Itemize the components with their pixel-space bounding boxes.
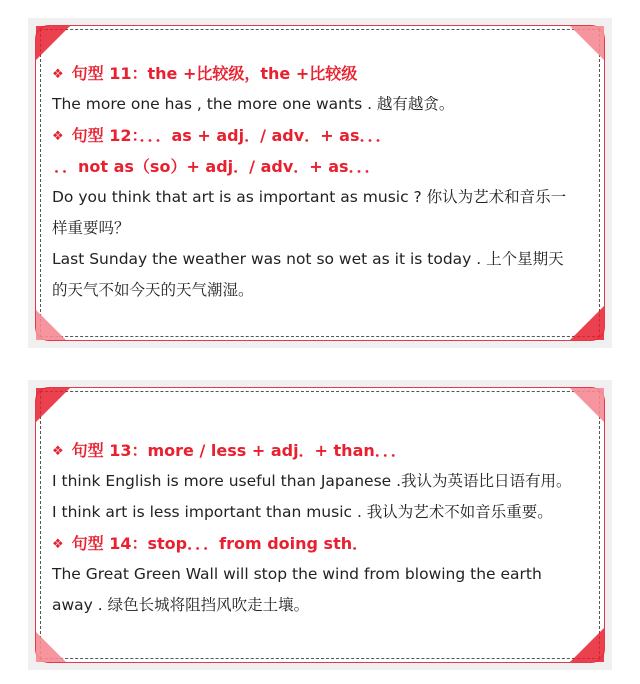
example-sentence: The more one has , the more one wants . 越有越贪。 [52, 95, 455, 113]
corner-triangle-bottom-left [36, 310, 66, 340]
example-sentence: I think English is more useful than Japanese .我认为英语比日语有用。 [52, 472, 572, 490]
pattern-heading-12-cont: ．．not as（so）+ adj．/ adv．+ as．．． [54, 157, 381, 176]
pattern-heading-12: ❖ 句型 12：．．．as + adj．/ adv．+ as．．． [52, 126, 392, 145]
corner-triangle-top-right [570, 388, 604, 422]
example-sentence: I think art is less important than music . 我认为艺术不如音乐重要。 [52, 503, 553, 521]
example-sentence: away . 绿色长城将阻挡风吹走土壤。 [52, 596, 310, 614]
example-sentence: Last Sunday the weather was not so wet as it is today . 上个星期天 [52, 250, 564, 268]
example-sentence: Do you think that art is as important as music ? 你认为艺术和音乐一 [52, 188, 567, 206]
corner-triangle-top-left [36, 26, 70, 60]
pattern-heading-14: ❖ 句型 14：stop．．．from doing sth． [52, 534, 369, 553]
grammar-card-1 [28, 18, 612, 348]
bullet-icon: ❖ [52, 444, 64, 459]
example-sentence: 的天气不如今天的天气潮湿。 [52, 281, 254, 299]
card-1-content [52, 58, 592, 306]
card-2-content [52, 435, 592, 621]
example-sentence: 样重要吗？ [52, 219, 130, 237]
bullet-icon: ❖ [52, 537, 64, 552]
corner-triangle-bottom-left [36, 632, 66, 662]
corner-triangle-top-left [36, 388, 70, 422]
corner-triangle-bottom-right [570, 306, 604, 340]
bullet-icon: ❖ [52, 129, 64, 144]
grammar-card-2 [28, 380, 612, 670]
pattern-heading-11: ❖ 句型 11：the +比较级，the +比较级 [52, 64, 358, 83]
bullet-icon: ❖ [52, 67, 64, 82]
corner-triangle-bottom-right [570, 628, 604, 662]
corner-triangle-top-right [570, 26, 604, 60]
example-sentence: The Great Green Wall will stop the wind from blowing the earth [52, 565, 542, 583]
pattern-heading-13: ❖ 句型 13：more / less + adj．+ than．．． [52, 441, 407, 460]
